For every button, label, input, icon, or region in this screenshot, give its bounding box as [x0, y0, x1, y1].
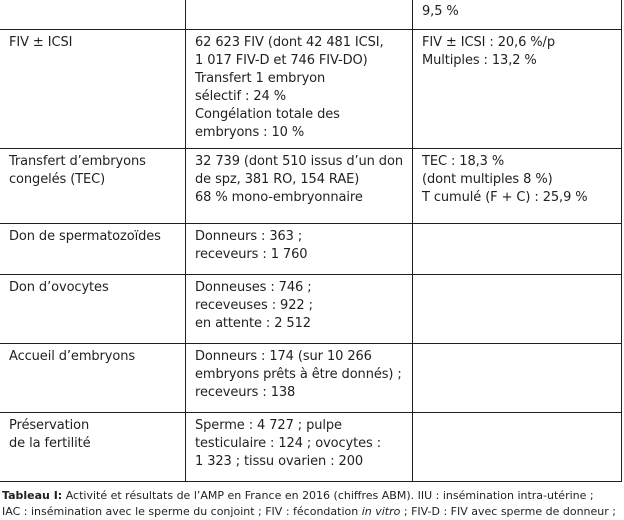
activity-cell	[186, 413, 413, 482]
cell-line: Donneurs : 174 (sur 10 266	[195, 349, 372, 364]
row-label-cell	[0, 413, 186, 482]
cell-line: 62 623 FIV (dont 42 481 ICSI,	[195, 35, 384, 50]
activity-cell	[186, 149, 413, 224]
caption-text: IAC : insémination avec le sperme du conjoint ; FIV : fécondation	[2, 505, 359, 518]
results-cell	[413, 224, 622, 275]
table-row	[0, 224, 622, 275]
cell-line: 1 323 ; tissu ovarien : 200	[195, 454, 364, 469]
cell-line: embryons prêts à être donnés) ;	[195, 367, 402, 382]
activity-cell	[186, 344, 413, 413]
results-cell	[413, 149, 622, 224]
results-cell	[413, 344, 622, 413]
cell-line: Don d’ovocytes	[9, 280, 109, 295]
row-label-cell	[0, 149, 186, 224]
row-label-cell	[0, 344, 186, 413]
cell-line: receveurs : 138	[195, 385, 296, 400]
cell-line: FIV ± ICSI	[9, 35, 73, 50]
caption-italic: in vitro	[361, 505, 401, 518]
caption-text: Activité et résultats de l’AMP en France en 2016 (chiffres ABM). IIU : insémination intra-utérine ;	[65, 489, 594, 502]
activity-cell	[186, 0, 413, 30]
results-cell	[413, 0, 622, 30]
cell-line: 9,5 %	[422, 4, 459, 19]
cell-line: sélectif : 24 %	[195, 89, 286, 104]
table-row	[0, 0, 622, 30]
row-label-cell	[0, 0, 186, 30]
cell-line: congelés (TEC)	[9, 172, 106, 187]
table-row	[0, 30, 622, 149]
cell-line: Donneurs : 363 ;	[195, 229, 303, 244]
table-caption	[2, 488, 622, 520]
cell-line: receveurs : 1 760	[195, 247, 308, 262]
cell-line: receveuses : 922 ;	[195, 298, 313, 313]
cell-line: Préservation	[9, 418, 90, 433]
row-label-cell	[0, 275, 186, 344]
table-row	[0, 413, 622, 482]
cell-line: (dont multiples 8 %)	[422, 172, 553, 187]
cell-line: en attente : 2 512	[195, 316, 311, 331]
cell-line: TEC : 18,3 %	[422, 154, 505, 169]
cell-line: Don de spermatozoïdes	[9, 229, 161, 244]
table-row	[0, 149, 622, 224]
caption-line-1	[2, 488, 622, 504]
activity-cell	[186, 30, 413, 149]
cell-line: Sperme : 4 727 ; pulpe	[195, 418, 342, 433]
activity-cell	[186, 275, 413, 344]
cell-line: 32 739 (dont 510 issus d’un don	[195, 154, 403, 169]
cell-line: Donneuses : 746 ;	[195, 280, 312, 295]
cell-line: Transfert d’embryons	[9, 154, 146, 169]
cell-line: embryons : 10 %	[195, 125, 305, 140]
table-row	[0, 275, 622, 344]
cell-line: de la fertilité	[9, 436, 91, 451]
caption-text: ; FIV-D : FIV avec sperme de donneur ;	[403, 505, 616, 518]
cell-line: T cumulé (F + C) : 25,9 %	[422, 190, 588, 205]
cell-line: 68 % mono-embryonnaire	[195, 190, 363, 205]
cell-line: 1 017 FIV-D et 746 FIV-DO)	[195, 53, 368, 68]
cell-line: Transfert 1 embryon	[195, 71, 326, 86]
row-label-cell	[0, 224, 186, 275]
row-label-cell	[0, 30, 186, 149]
results-cell	[413, 275, 622, 344]
cell-line: Multiples : 13,2 %	[422, 53, 537, 68]
results-cell	[413, 413, 622, 482]
cell-line: FIV ± ICSI : 20,6 %/p	[422, 35, 555, 50]
table-row	[0, 344, 622, 413]
cell-line: de spz, 381 RO, 154 RAE)	[195, 172, 360, 187]
cell-line: Accueil d’embryons	[9, 349, 136, 364]
cell-line: Congélation totale des	[195, 107, 340, 122]
results-cell	[413, 30, 622, 149]
activity-cell	[186, 224, 413, 275]
caption-label: Tableau I:	[2, 489, 63, 502]
caption-line-2	[2, 504, 622, 520]
cell-line: testiculaire : 124 ; ovocytes :	[195, 436, 382, 451]
